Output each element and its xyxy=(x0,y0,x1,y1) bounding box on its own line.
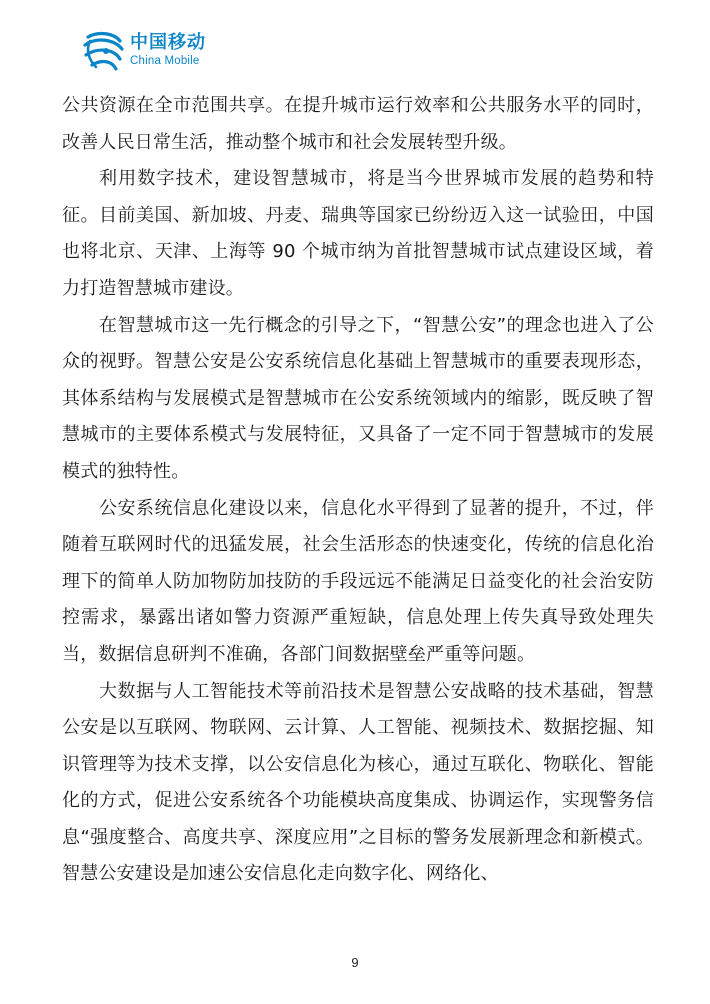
paragraph-5: 大数据与人工智能技术等前沿技术是智慧公安战略的技术基础，智慧公安是以互联网、物联网、云计算、人工智能、视频技术、数据挖掘、知识管理等为技术支撑，以公安信息化为核心，通过互联化、物联化、智能化的方式，促进公安系统各个功能模块高度集成、协调运作，实现警务信息“强度整合、高度共享、深度应用”之目标的警务发展新理念和新模式。智慧公安建设是加速公安信息化走向数字化、网络化、 xyxy=(62,680,654,885)
logo-english-name: China Mobile xyxy=(130,55,200,68)
paragraph-3: 在智慧城市这一先行概念的引导之下，“智慧公安”的理念也进入了公众的视野。智慧公安是公安系统信息化基础上智慧城市的重要表现形态，其体系结构与发展模式是智慧城市在公安系统领域内的缩影，既反映了智慧城市的主要体系模式与发展特征，又具备了一定不同于智慧城市的发展模式的独特性。 xyxy=(62,314,654,482)
document-body xyxy=(62,88,654,893)
paragraph-1: 公共资源在全市范围共享。在提升城市运行效率和公共服务水平的同时，改善人民日常生活，推动整个城市和社会发展转型升级。 xyxy=(62,95,654,153)
logo-text xyxy=(130,34,206,68)
header-logo xyxy=(80,26,206,76)
paragraph-2: 利用数字技术，建设智慧城市，将是当今世界城市发展的趋势和特征。目前美国、新加坡、丹麦、瑞典等国家已纷纷迈入这一试验田，中国也将北京、天津、上海等 90 个城市纳为首批智慧城市试点建设区域，着力打造智慧城市建设。 xyxy=(62,168,654,299)
paragraph-4: 公安系统信息化建设以来，信息化水平得到了显著的提升，不过，伴随着互联网时代的迅猛发展，社会生活形态的快速变化，传统的信息化治理下的简单人防加物防加技防的手段远远不能满足日益变化的社会治安防控需求，暴露出诸如警力资源严重短缺，信息处理上传失真导致处理失当，数据信息研判不准确，各部门间数据壁垒严重等问题。 xyxy=(62,497,654,665)
page-number: 9 xyxy=(351,955,359,970)
china-mobile-logo-icon xyxy=(80,29,128,73)
logo-chinese-name: 中国移动 xyxy=(130,32,206,54)
